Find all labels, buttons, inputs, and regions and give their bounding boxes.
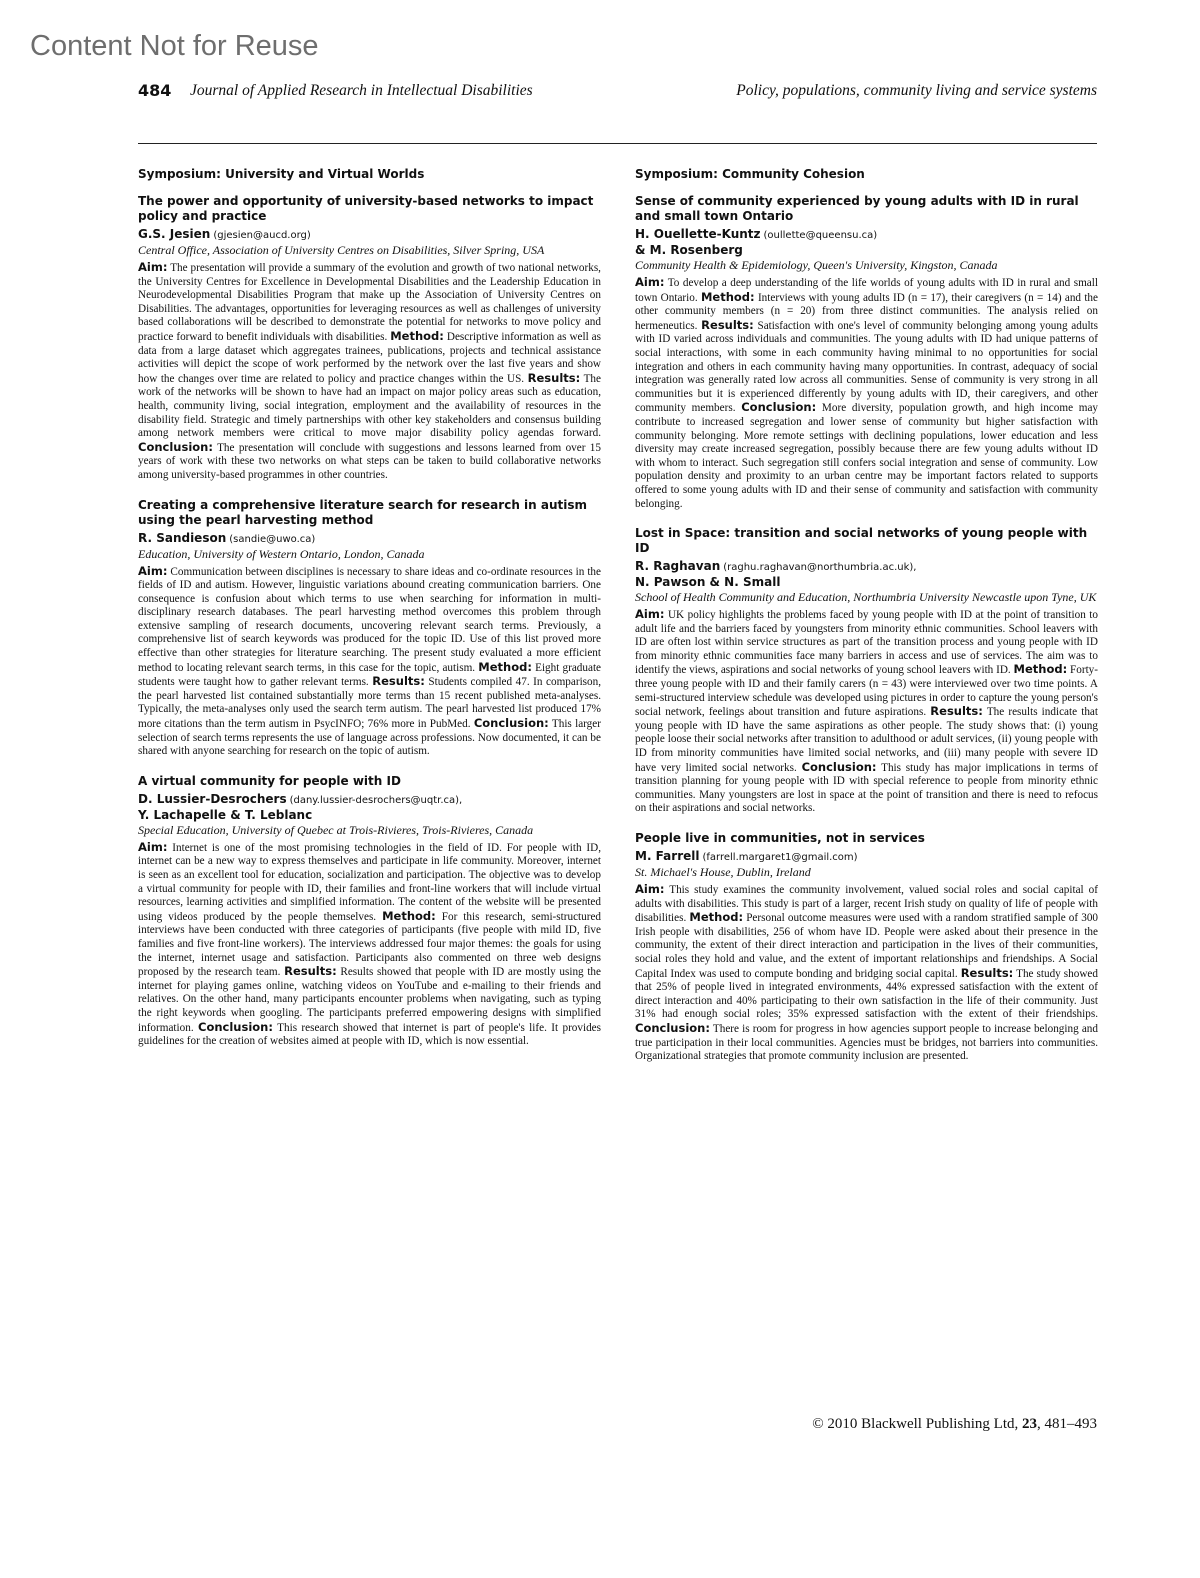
author-email: (sandie@uwo.ca)	[229, 533, 316, 545]
section-text: The presentation will conclude with suggestions and lessons learned from over 15 years of work with these two networks on what steps can be taken to build collaborative networks among university-based programmes in other countries.	[138, 441, 601, 481]
right-column	[635, 166, 1098, 1079]
section-text: This study examines the community involvement, valued social roles and social capital of adults with disabilities. This study is part of a larger, recent Irish study on quality of life of people with disabilities.	[635, 884, 1098, 925]
section-text: To develop a deep understanding of the life worlds of young adults with ID in rural and small town Ontario.	[635, 277, 1098, 304]
abstract-title: People live in communities, not in services	[635, 831, 925, 845]
section-label: Method:	[1013, 662, 1068, 677]
abstract	[138, 194, 601, 483]
abstract-body	[138, 261, 601, 483]
section-label: Results:	[960, 965, 1014, 980]
abstract-body	[138, 565, 601, 759]
running-header	[138, 80, 1097, 104]
abstract	[635, 194, 1098, 511]
section-text: Communication between disciplines is necessary to share ideas and co-ordinate resources in the fields of ID and autism. However, linguistic variations abound creating communication barriers. One consequence is confusion about which terms to use when searching for information in multi-disciplinary research databases. The pearl harvesting method overcomes this problem through extensive sampling of research documents, uncovering relevant search terms. Previously, a comprehensive list of search keywords was produced for the topic ID. Use of this list proved more effective than other strategies for literature searching. The present study evaluated a more efficient method to locating relevant search terms, in this case for the topic, autism.	[138, 565, 601, 674]
section-text: This study has major implications in terms of transition planning for young people with ID with special reference to people from minority ethnic communities. Many youngsters are lost in space at the point of transition and there is need to refocus on their aspirations and social networks.	[635, 761, 1098, 815]
author-email: (gjesien@aucd.org)	[213, 230, 311, 241]
section-text: Internet is one of the most promising technologies in the field of ID. For people with ID, internet can be a new way to express themselves and participate in life community. Moreover, internet is seen as an excellent tool for education, socialization and participation. The objective was to develop a virtual community for people with ID, their families and front-line workers that will include virtual resources, learning activities and simplified information. The content of the website will be presented using videos produced by the people themselves.	[138, 841, 602, 923]
section-text: Forty-three young people with ID and their family carers (n = 43) were interviewed over two time points. A semi-structured interview schedule was developed using pictures in order to capture the young person's social network, feelings about transition and future aspirations.	[635, 664, 1098, 719]
affiliation: Community Health & Epidemiology, Queen's University, Kingston, Canada	[635, 258, 998, 272]
section-label: Results:	[372, 674, 425, 689]
section-label: Conclusion:	[473, 716, 549, 731]
section-text: The work of the networks will be shown to have had an impact on major policy areas such as education, health, community living, social integration, employment and the availability of resources in the disability field. Strategic and timely partnerships with other key stakeholders and consensus building among network members were critical to move major disability policy agendas forward.	[138, 372, 601, 440]
journal-title: Journal of Applied Research in Intellectual Disabilities	[190, 82, 533, 99]
author-name: R. Sandieson	[138, 530, 227, 545]
section-text: Descriptive information as well as data from a large dataset which aggregates trainees, publications, projects and technical assistance activities will depict the scope of work performed by the network over the last five years and show how the changes over time are related to policy and practice changes within the US.	[138, 330, 602, 385]
abstract-title: Creating a comprehensive literature search for research in autism using the pearl harvesting method	[138, 497, 588, 527]
abstract-title: The power and opportunity of university-based networks to impact policy and practice	[138, 194, 594, 223]
author-line	[635, 559, 1098, 590]
copyright-text: © 2010 Blackwell Publishing Ltd,	[812, 1416, 1019, 1432]
section-text: Personal outcome measures were used with a random stratified sample of 300 Irish people with disabilities, 256 of whom have ID. People were asked about their presence in the community, the extent of their direct interaction and participation in the lives of their communities, social roles they hold and value, and the extent of important relationships and friendships. A Social Capital Index was used to compute bonding and bridging social capital.	[635, 912, 1099, 980]
abstract-title: A virtual community for people with ID	[138, 773, 401, 788]
affiliation: Education, University of Western Ontario, London, Canada	[138, 546, 425, 561]
author-line	[138, 531, 601, 547]
header-rule	[138, 143, 1097, 144]
abstract-body	[635, 883, 1098, 1064]
section-text: The results indicate that young people with ID have the same aspirations as other people. The study shows that: (i) young people loose their social networks after transition to adulthood or adult services, (ii) young people with ID from minority communities have limited social networks, and (iii) many people with severe ID have very limited social networks.	[635, 706, 1098, 774]
section-label: Results:	[527, 370, 581, 385]
section-text: The presentation will provide a summary of the evolution and growth of two national networks, the University Centres for Excellence in Developmental Disabilities and the Leadership Education in Neurodevelopmental Disabilities Program that make up the Association of University Centres on Disabilities. The advantages, opportunities for leveraging resources as well as challenges of university based collaborations will be described to demonstrate the potential for networks to move policy and practice forward to benefit individuals with disabilities.	[138, 262, 601, 343]
copyright-footer	[812, 1416, 1097, 1433]
author-name: Y. Lachapelle & T. Leblanc	[138, 807, 313, 822]
abstract	[138, 774, 601, 1049]
section-text: There is room for progress in how agencies support people to increase belonging and true participation in their local communities. Agencies must be bridges, not barriers into communities. Organizational strategies that promote community inclusion are presented.	[635, 1022, 1098, 1063]
abstract-body	[635, 276, 1098, 511]
section-label: Conclusion:	[635, 1020, 710, 1035]
section-label: Method:	[689, 910, 744, 925]
section-text: More diversity, population growth, and high income may contribute to increased segregation and lower sense of community but higher satisfaction with community belonging. More remote settings with declining populations, lower education and less diversity may create increased segregation, possibly because there are few young adults without ID with whom to interact. Such segregation still confers social integration and sense of community. Low population density and proximity to an urban centre may be important factors related to supports offered to some young adults with ID and their sense of community and satisfaction with community belonging.	[635, 402, 1099, 510]
author-email: (dany.lussier-desrochers@uqtr.ca),	[289, 794, 463, 806]
section-text: This larger selection of search terms represents the use of language across professions. Now documented, it can be shared with anyone searching for research on the topic of autism.	[138, 718, 601, 758]
volume-number: 23	[1022, 1416, 1037, 1432]
affiliation: Special Education, University of Quebec at Trois-Rivieres, Trois-Rivieres, Canada	[138, 822, 534, 837]
symposium-heading: Symposium: Community Cohesion	[635, 167, 865, 181]
section-text: For this research, semi-structured interviews have been conducted with three categories of participants (five people with mild ID, five families and five front-line workers). The interviews addressed four major themes: the goals for using the internet, internet usage and satisfaction. Participants also commented on three web designs proposed by the research team.	[138, 910, 602, 979]
author-email: (farrell.margaret1@gmail.com)	[702, 852, 858, 863]
author-email: (oullette@queensu.ca)	[763, 230, 878, 241]
section-text: Results showed that people with ID are mostly using the internet for playing games online, watching videos on YouTube and e-mailing to their friends and relatives. On the other hand, many participants encounter problems when navigating, such as typing the right keywords when googling. The participants preferred empowering designs with simplified information.	[138, 966, 601, 1034]
author-name: N. Pawson & N. Small	[635, 575, 781, 590]
abstract	[138, 498, 601, 759]
section-label: Aim:	[138, 563, 168, 578]
section-label: Conclusion:	[741, 400, 817, 415]
symposium-heading: Symposium: University and Virtual Worlds	[138, 167, 425, 181]
affiliation: St. Michael's House, Dublin, Ireland	[635, 865, 811, 879]
author-line	[138, 792, 601, 823]
section-label: Method:	[390, 328, 444, 343]
author-name: D. Lussier-Desrochers	[138, 791, 287, 806]
affiliation: School of Health Community and Education, Northumbria University Newcastle upon Tyne, UK	[635, 590, 1097, 605]
affiliation: Central Office, Association of University Centres on Disabilities, Silver Spring, USA	[138, 243, 545, 257]
author-line	[635, 849, 1098, 865]
section-label: Aim:	[138, 839, 168, 854]
section-text: Interviews with young adults ID (n = 17), their caregivers (n = 14) and the other community members (n = 20) from three distinct communities. The analysis relied on hermeneutics.	[635, 291, 1098, 332]
section-text: Students compiled 47. In comparison, the pearl harvested list contained substantially more terms than 15 recent published meta-analyses. Typically, the meta-analyses only used the search term autism. The pearl harvested list produced 17% more citations than the term autism in PsycINFO; 76% more in PubMed.	[138, 676, 602, 731]
section-text: Eight graduate students were taught how to gather relevant terms.	[138, 661, 602, 689]
watermark-text: Content Not for Reuse	[30, 30, 319, 62]
author-line	[138, 227, 601, 243]
page-range: , 481–493	[1037, 1416, 1097, 1432]
abstract-body	[138, 841, 601, 1049]
section-text: The study showed that 25% of people lived in integrated environments, 44% expressed satisfaction with the extent of direct interaction and 40% participating to their own satisfaction in the life of their community. Just 31% had enough social roles; 35% expressed satisfaction with the extent of their friendships.	[635, 967, 1098, 1021]
section-label: Conclusion:	[198, 1019, 273, 1034]
section-label: Method:	[700, 289, 755, 304]
left-column	[138, 166, 601, 1064]
abstract	[635, 831, 1098, 1064]
section-text: This research showed that internet is part of people's life. It provides guidelines for the creation of websites aimed at people with ID, which is now essential.	[138, 1021, 601, 1048]
section-text: UK policy highlights the problems faced by young people with ID at the point of transition to adult life and the barriers faced by youngsters from minority ethnic communities. School leavers with ID are often lost within service structures as part of the transition process and young people with ID from minority ethnic communities face many barriers in access and use of services. The aim was to identify the views, aspirations and social networks of young school leavers with ID.	[635, 609, 1098, 677]
section-label: Results:	[284, 964, 337, 979]
abstract-title: Sense of community experienced by young adults with ID in rural and small town Ontario	[635, 194, 1079, 223]
section-label: Results:	[930, 704, 983, 719]
section-label: Method:	[478, 659, 532, 674]
section-label: Conclusion:	[138, 439, 213, 454]
section-label: Results:	[701, 317, 754, 332]
section-label: Aim:	[635, 275, 665, 289]
author-line	[635, 227, 1098, 258]
abstract	[635, 526, 1098, 816]
section-title: Policy, populations, community living and service systems	[736, 82, 1097, 99]
page-number: 484	[138, 81, 172, 100]
abstract-title: Lost in Space: transition and social networks of young people with ID	[635, 526, 1088, 556]
section-label: Method:	[382, 908, 436, 923]
section-label: Aim:	[635, 882, 665, 896]
author-name: & M. Rosenberg	[635, 243, 743, 257]
author-name: G.S. Jesien	[138, 227, 211, 241]
author-email: (raghu.raghavan@northumbria.ac.uk),	[723, 562, 917, 574]
author-name: M. Farrell	[635, 849, 700, 863]
section-label: Aim:	[138, 260, 168, 274]
author-name: R. Raghavan	[635, 559, 721, 574]
section-label: Aim:	[635, 607, 665, 622]
abstract-body	[635, 608, 1098, 816]
section-text: Satisfaction with one's level of community belonging among young adults with ID varied across individuals and communities. The young adults with ID had unique patterns of social interactions, with some in each community having minimal to no opportunities for social integration and others in each community having many opportunities. In contrast, adequacy of social integration was generally rated low across all communities. Sense of community is very strong in all communities but it is experienced differently by young adults with ID, their caregivers, and other community members.	[635, 319, 1099, 415]
section-label: Conclusion:	[801, 759, 877, 774]
author-name: H. Ouellette-Kuntz	[635, 227, 761, 241]
